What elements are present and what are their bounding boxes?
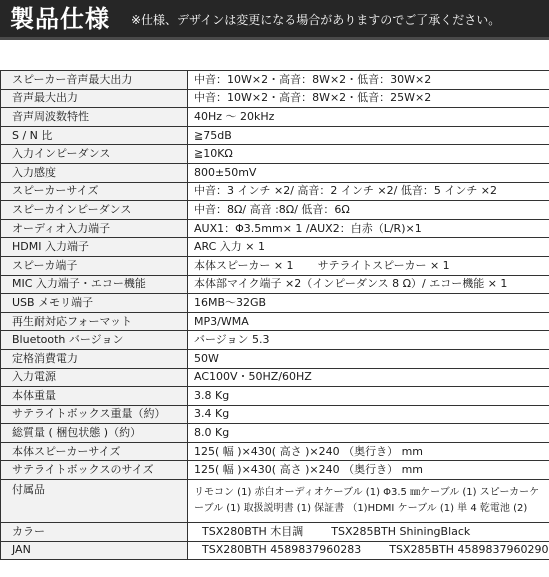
spec-value: 40Hz ～ 20kHz (188, 108, 549, 127)
spec-row-main-weight (1, 387, 549, 406)
spec-row-audio-max-output (1, 89, 549, 108)
spec-row-bluetooth (1, 331, 549, 350)
spec-value: 3.8 Kg (188, 387, 549, 406)
spec-label: スピーカインピーダンス (1, 201, 188, 220)
spec-value-part: TSX280BTH 木目調 (202, 524, 304, 538)
spec-label: 定格消費電力 (1, 349, 188, 368)
spec-value: 3.4 Kg (188, 405, 549, 424)
spec-row-speaker-max-output (1, 71, 549, 90)
spec-label: 再生耐対応フォーマット (1, 312, 188, 331)
spec-label: 音声最大出力 (1, 89, 188, 108)
spec-value: ARC 入力 × 1 (188, 238, 549, 257)
spec-table (0, 70, 549, 560)
spec-row-total-weight (1, 424, 549, 443)
spec-label: サテライトボックスのサイズ (1, 461, 188, 480)
spec-value: 中音：8Ω/ 高音 :8Ω/ 低音：6Ω (188, 201, 549, 220)
spec-value: 8.0 Kg (188, 424, 549, 443)
spec-value-part: TSX280BTH 4589837960283 (202, 543, 362, 557)
spec-label: スピーカーサイズ (1, 182, 188, 201)
spec-label: USB メモリ端子 (1, 294, 188, 313)
spec-value: ≧10KΩ (188, 145, 549, 164)
spec-row-satellite-weight (1, 405, 549, 424)
spec-value-part: サテライトスピーカー × 1 (317, 258, 450, 272)
spec-row-accessories (1, 480, 549, 523)
spec-row-power-consumption (1, 349, 549, 368)
spec-value: AUX1：Φ3.5mm× 1 /AUX2：白赤（L/R)×1 (188, 219, 549, 238)
spec-label: 入力電源 (1, 368, 188, 387)
page-title: 製品仕様 (10, 5, 110, 33)
spec-row-main-size (1, 442, 549, 461)
spec-label: 総質量 ( 梱包状態 )（約） (1, 424, 188, 443)
spec-label: 本体スピーカーサイズ (1, 442, 188, 461)
spec-row-speaker-terminal (1, 256, 549, 275)
spec-row-speaker-impedance (1, 201, 549, 220)
spec-row-hdmi-input (1, 238, 549, 257)
spec-row-input-sensitivity (1, 163, 549, 182)
spec-value: 125( 幅 )×430( 高さ )×240 （奥行き） mm (188, 442, 549, 461)
spec-row-audio-input (1, 219, 549, 238)
spec-value (188, 256, 549, 275)
spec-row-input-impedance (1, 145, 549, 164)
spec-value: 中音：10W×2・高音：8W×2・低音：30W×2 (188, 71, 549, 90)
spec-value: MP3/WMA (188, 312, 549, 331)
spec-value: ≧75dB (188, 126, 549, 145)
spec-row-sn-ratio (1, 126, 549, 145)
header-bar (0, 0, 549, 40)
spec-value: 中音：10W×2・高音：8W×2・低音：25W×2 (188, 89, 549, 108)
spec-label: スピーカー音声最大出力 (1, 71, 188, 90)
spec-value-part: TSX285BTH ShiningBlack (331, 524, 471, 538)
spec-label: HDMI 入力端子 (1, 238, 188, 257)
spec-label: 音声周波数特性 (1, 108, 188, 127)
disclaimer-note: ※仕様、デザインは変更になる場合がありますのでご了承ください。 (131, 13, 501, 27)
spec-label: サテライトボックス重量（約） (1, 405, 188, 424)
spec-label: Bluetooth バージョン (1, 331, 188, 350)
spec-row-speaker-size (1, 182, 549, 201)
spec-value: 125( 幅 )×430( 高さ )×240 （奥行き） mm (188, 461, 549, 480)
spec-value: 中音：3 インチ ×2/ 高音：2 インチ ×2/ 低音：5 インチ ×2 (188, 182, 549, 201)
spec-value (188, 523, 549, 542)
spec-label: 本体重量 (1, 387, 188, 406)
spec-row-format (1, 312, 549, 331)
spec-row-mic-input (1, 275, 549, 294)
spec-row-frequency-response (1, 108, 549, 127)
spec-label: JAN (1, 541, 188, 560)
spec-value-part: 本体スピーカー × 1 (194, 258, 294, 272)
spec-label: スピーカ端子 (1, 256, 188, 275)
spec-value (188, 541, 549, 560)
spec-value: AC100V・50HZ/60HZ (188, 368, 549, 387)
spec-row-power-input (1, 368, 549, 387)
spec-value: バージョン 5.3 (188, 331, 549, 350)
spec-value: リモコン (1) 赤白オーディオケーブル (1) Φ3.5 ㎜ケーブル (1) スピーカーケーブル (1) 取扱説明書 (1) 保証書 （1)HDMI ケーブル (1) 単 4 乾電池 (2) (188, 480, 549, 523)
spec-row-usb (1, 294, 549, 313)
spec-value: 800±50mV (188, 163, 549, 182)
spec-value-part: TSX285BTH 4589837960290 (389, 543, 549, 557)
spec-label: オーディオ入力端子 (1, 219, 188, 238)
spec-value: 50W (188, 349, 549, 368)
spec-row-jan (1, 541, 549, 560)
spec-label: MIC 入力端子・エコー機能 (1, 275, 188, 294)
spec-value: 本体部マイク端子 ×2（インピーダンス 8 Ω）/ エコー機能 × 1 (188, 275, 549, 294)
spec-label: 入力感度 (1, 163, 188, 182)
spec-row-satellite-size (1, 461, 549, 480)
spec-label: カラー (1, 523, 188, 542)
spec-value: 16MB～32GB (188, 294, 549, 313)
spec-row-color (1, 523, 549, 542)
spec-label: 入力インピーダンス (1, 145, 188, 164)
spec-label: S / N 比 (1, 126, 188, 145)
header-underline (0, 37, 549, 40)
spec-label: 付属品 (1, 480, 188, 523)
